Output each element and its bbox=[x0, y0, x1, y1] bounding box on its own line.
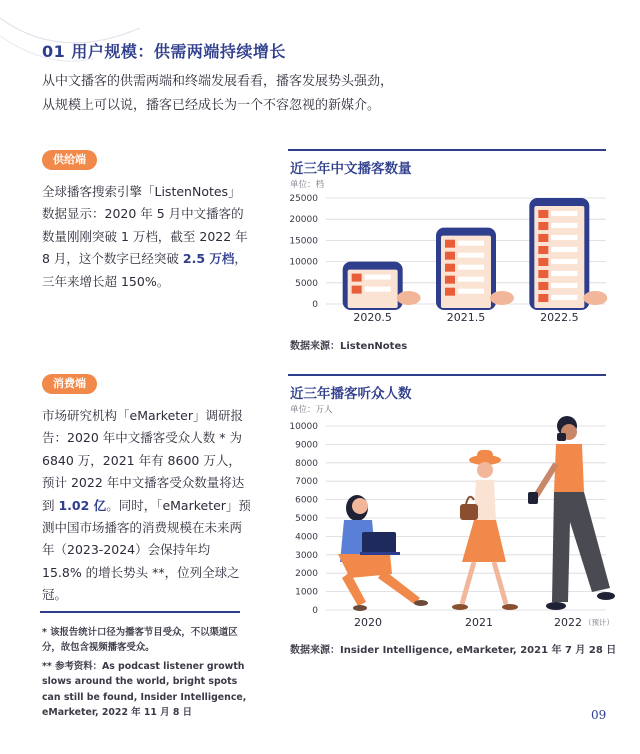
man-phone-illustration bbox=[528, 416, 615, 610]
intro-line-1: 从中文播客的供需两端和终端发展看看，播客发展势头强劲， bbox=[42, 74, 394, 89]
chart2-ytick: 7000 bbox=[295, 477, 318, 488]
chart1-ytick: 10000 bbox=[289, 257, 318, 268]
chart1-phone-screen bbox=[534, 206, 584, 308]
chart1-list-line bbox=[458, 277, 484, 282]
chart1-title: 近三年中文播客数量 bbox=[290, 161, 412, 177]
chart1-list-line bbox=[551, 223, 577, 228]
chart1-xtick: 2021.5 bbox=[446, 311, 486, 324]
chart1-list-thumb bbox=[352, 286, 362, 294]
chart2-ytick: 2000 bbox=[295, 569, 318, 580]
chart1-rule bbox=[288, 149, 606, 151]
chart1-hand bbox=[583, 291, 607, 305]
demand-tag: 消费端 bbox=[42, 374, 97, 394]
chart1-unit: 单位：档 bbox=[290, 180, 325, 190]
chart1-list-line bbox=[458, 265, 484, 270]
footnotes bbox=[42, 625, 247, 723]
chart1-list-line bbox=[551, 259, 577, 264]
chart2-ytick: 9000 bbox=[295, 440, 318, 451]
chart2-source: 数据来源：Insider Intelligence, eMarketer, 2021 年 7 月 28 日 bbox=[290, 645, 617, 656]
footnote-1: * 该报告统计口径为播客节目受众，不以渠道区分，故包含视频播客受众。 bbox=[42, 627, 238, 654]
supply-text-b: ，三年来增长超 150%。 bbox=[42, 251, 247, 289]
chart1-list-line bbox=[551, 271, 577, 276]
chart1-ytick: 15000 bbox=[289, 236, 318, 247]
supply-text-a: 全球播客搜索引擎「ListenNotes」数据显示：2020 年 5 月中文播客的数量刚刚突破 1 万档，截至 2022 年 8 月，这个数字已经突破 bbox=[42, 184, 248, 267]
chart1-list-line bbox=[458, 241, 484, 246]
chart1-xtick: 2022.5 bbox=[540, 311, 579, 324]
chart1-ytick: 5000 bbox=[295, 278, 318, 289]
intro-line-2: 从规模上可以说，播客已经成长为一个不容忽视的新媒介。 bbox=[42, 98, 381, 113]
chart1-list-thumb bbox=[538, 282, 548, 290]
chart2-ytick: 6000 bbox=[295, 495, 318, 506]
chart1-list-thumb bbox=[445, 252, 455, 260]
chart2-xtick: 2020 bbox=[354, 616, 382, 629]
chart2-xtick: 2021 bbox=[465, 616, 493, 629]
chart1-list-thumb bbox=[445, 240, 455, 248]
chart1-list-thumb bbox=[538, 258, 548, 266]
intro-paragraph bbox=[42, 70, 602, 118]
chart1-xtick: 2020.5 bbox=[353, 311, 392, 324]
chart2-ytick: 0 bbox=[312, 606, 318, 616]
chart1-ytick: 0 bbox=[312, 300, 318, 310]
woman-hat-illustration bbox=[452, 450, 518, 610]
chart1-bar bbox=[529, 198, 607, 310]
chart1-list-thumb bbox=[538, 234, 548, 242]
chart2-title: 近三年播客听众人数 bbox=[290, 386, 412, 402]
chart1-list-line bbox=[458, 253, 484, 258]
chart1-list-thumb bbox=[538, 222, 548, 230]
chart1-list-thumb bbox=[445, 276, 455, 284]
chart1-list-thumb bbox=[352, 274, 362, 282]
chart1-list-line bbox=[551, 211, 577, 216]
footnote-2: ** 参考资料：As podcast listener growth slows around the world, bright spots can still be found, Insider Intelligence, eMarketer, 2022 年 11 月 8 日 bbox=[42, 660, 247, 719]
chart1-list-line bbox=[458, 289, 484, 294]
chart1-list-thumb bbox=[538, 294, 548, 302]
page-title: 01 用户规模：供需两端持续增长 bbox=[42, 42, 286, 61]
supply-highlight: 2.5 万档 bbox=[182, 251, 235, 267]
demand-paragraph bbox=[42, 405, 252, 607]
chart2-unit: 单位：万人 bbox=[290, 405, 333, 415]
chart1-hand bbox=[397, 291, 421, 305]
listener-count-chart bbox=[280, 412, 620, 632]
demand-highlight: 1.02 亿 bbox=[58, 497, 107, 513]
chart2-rule bbox=[288, 374, 606, 376]
chart1-list-line bbox=[551, 295, 577, 300]
chart2-ytick: 1000 bbox=[295, 587, 318, 598]
woman-laptop-illustration bbox=[338, 495, 428, 611]
chart1-ytick: 20000 bbox=[289, 215, 318, 226]
chart1-list-thumb bbox=[538, 270, 548, 278]
podcast-count-chart bbox=[280, 188, 610, 328]
chart1-list-thumb bbox=[445, 264, 455, 272]
demand-text-a: 市场研究机构「eMarketer」调研报告：2020 年中文播客受众人数 * 为 6840 万，2021 年有 8600 万人，预计 2022 年中文播客受众数量将达到 bbox=[42, 408, 245, 513]
chart1-list-line bbox=[365, 275, 391, 280]
supply-paragraph bbox=[42, 181, 252, 293]
chart2-ytick: 4000 bbox=[295, 532, 318, 543]
chart2-ytick: 5000 bbox=[295, 514, 318, 524]
chart1-ytick: 25000 bbox=[289, 194, 318, 204]
chart2-ytick: 10000 bbox=[289, 422, 318, 432]
chart2-ytick: 8000 bbox=[295, 458, 318, 469]
chart1-bar bbox=[343, 262, 421, 310]
chart1-list-line bbox=[551, 283, 577, 288]
page-number: 09 bbox=[591, 708, 607, 722]
chart1-list-line bbox=[551, 235, 577, 240]
chart1-list-thumb bbox=[538, 246, 548, 254]
chart2-xtick-note: （预计） bbox=[584, 618, 614, 627]
chart2-ytick: 3000 bbox=[295, 550, 318, 561]
chart1-list-thumb bbox=[538, 210, 548, 218]
chart1-list-thumb bbox=[445, 288, 455, 296]
chart2-xtick: 2022 bbox=[554, 616, 582, 629]
chart1-hand bbox=[490, 291, 514, 305]
chart1-list-line bbox=[551, 247, 577, 252]
chart1-list-line bbox=[365, 287, 391, 292]
chart1-source: 数据来源：ListenNotes bbox=[290, 341, 408, 352]
notes-divider bbox=[40, 611, 240, 613]
demand-text-b: 。同时，「eMarketer」预测中国市场播客的消费规模在未来两年（2023-2024）会保持年均 15.8% 的增长势头 **，位列全球之冠。 bbox=[42, 497, 251, 603]
supply-tag: 供给端 bbox=[42, 150, 97, 170]
